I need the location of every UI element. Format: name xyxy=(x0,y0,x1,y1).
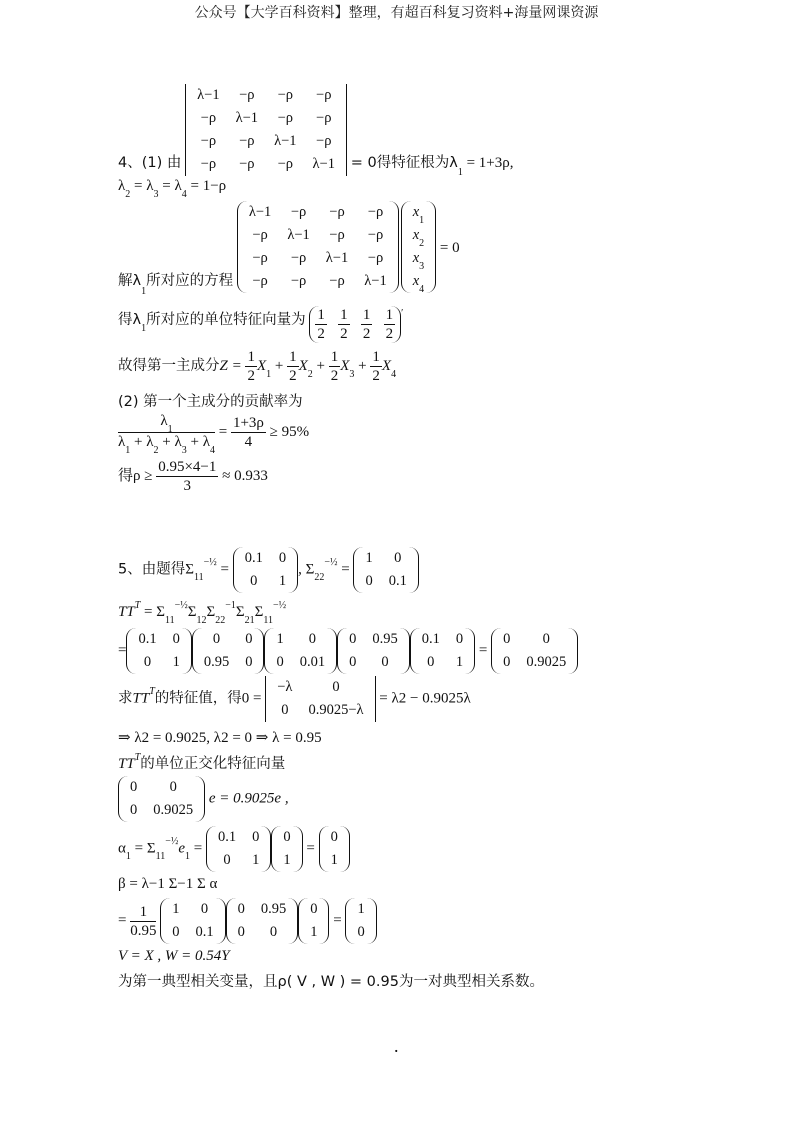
q5-ev-cell: 0 xyxy=(130,802,138,818)
q4-mat-cell: λ−1 xyxy=(364,273,387,289)
q5-prod-result-cell: 0 xyxy=(503,654,511,670)
q4-det-cell: −ρ xyxy=(316,110,332,126)
q5-m22-cell: 0 xyxy=(394,550,402,566)
q5-alpha-vec-cell: 0 xyxy=(283,829,291,845)
q5-m11-cell: 0 xyxy=(278,550,287,566)
q5-beta-m1-cell: 0 xyxy=(172,924,180,940)
q4-rho-bound: 得ρ ≥ $\frac{0.95\times 4-1}{3}$ ≈ 0.933 xyxy=(118,459,268,494)
q5-prod-cell: 0 xyxy=(308,631,317,647)
q4-det-cell: −ρ xyxy=(277,110,293,126)
q5-conclusion: 为第一典型相关变量，且ρ( V , W ) = 0.95为一对典型相关系数。 xyxy=(118,974,544,990)
q4-det-cell: −ρ xyxy=(200,156,217,172)
q5-prod-cell: 0 xyxy=(172,631,180,647)
q5-alpha-mat-cell: 0 xyxy=(223,852,231,868)
q5-beta-v-cell: 0 xyxy=(310,901,318,917)
q4-det-cell: −ρ xyxy=(316,133,332,149)
q5-tt-def: $TT^T = \Sigma_{11}^{-\frac{1}{2}}\Sigma_{12}\Sigma_{22}^{-1}\Sigma_{21}\Sigma_{11}^{-\frac{1}{2}}$ xyxy=(118,600,287,626)
q5-m22-cell: 0.1 xyxy=(388,573,407,589)
q5-beta-res-cell: 0 xyxy=(357,924,365,940)
q5-given: 5、由题得$\Sigma_{11}^{-\frac{1}{2}}$ = 0.1 0 0 1 , $\Sigma_{22}^{-\frac{1}{2}}$ = 1 0 0 0.1 xyxy=(118,547,419,593)
q5-prod-cell: 0.1 xyxy=(138,631,157,647)
q5-vw: V = X , W = 0.54Y xyxy=(118,948,230,964)
q5-m11-cell: 0 xyxy=(250,573,258,589)
q4-x-vector xyxy=(405,201,432,293)
q4-mat-cell: −ρ xyxy=(290,273,307,289)
q4-first-pc: 故得第一主成分Z = $\frac{1}{2}$ $X_1$ + $\frac{1}{2}$ $X_2$ + $\frac{1}{2}$ $X_3$ + $\frac{1}{2}$ $X_4$ xyxy=(118,349,397,384)
q4-vec-cell: $x_2$ xyxy=(412,227,425,249)
q5-ev-cell: 0.9025 xyxy=(153,802,194,818)
q5-alpha-vec-cell: 1 xyxy=(283,852,291,868)
q5-prod-cell: 0 xyxy=(381,654,389,670)
q4-solve-line: 解$\lambda_1$所对应的方程 λ−1 −ρ −ρ −ρ −ρ λ−1 −ρ −ρ −ρ −ρ λ−1 −ρ −ρ −ρ −ρ λ−1 $x_1$ $x_2$ $x_3$ $x_4$ = 0 xyxy=(118,201,460,293)
page-header: 公众号【大学百科资料】整理，有超百科复习资料+海量网课资源 xyxy=(194,5,599,21)
q5-eig-det-cell: 0 xyxy=(281,702,289,718)
q4-vec-cell: $x_3$ xyxy=(412,250,425,272)
q5-product: = 0.1 0 0 1 0 0 0.95 0 1 0 0 0.01 0 0.95 0 0 0.1 0 0 1 = 0 0 0 0.9025 xyxy=(118,628,578,674)
q4-mat-cell: −ρ xyxy=(367,204,384,220)
q5-beta-m2-cell: 0 xyxy=(237,924,245,940)
q4-prefix: 4、(1) 由 xyxy=(118,155,182,172)
q4-eigen-line: 4、(1) 由 λ−1 −ρ −ρ −ρ −ρ λ−1 −ρ −ρ −ρ −ρ λ−1 −ρ −ρ −ρ −ρ λ−1 = 0得特征根为$\lambda_1 = 1+3\rho$, xyxy=(118,84,513,176)
q5-alpha: $\alpha_1 = \Sigma_{11}^{-\frac{1}{2}}e_1$ = 0.1 0 0 1 0 1 = 0 1 xyxy=(118,826,350,872)
q5-prod-cell: 0 xyxy=(143,654,152,670)
q4-determinant xyxy=(185,84,347,176)
q5-beta-m1-cell: 0 xyxy=(200,901,209,917)
q5-prod-cell: 0.1 xyxy=(421,631,440,647)
q5-beta-m2-cell: 0.95 xyxy=(260,901,287,917)
q5-prod-cell: 0.95 xyxy=(372,631,398,647)
q4-mat-cell: −ρ xyxy=(290,204,307,220)
q4-det-cell: λ−1 xyxy=(197,87,220,103)
q5-alpha-mat-cell: 0.1 xyxy=(217,829,237,845)
q4-lambda-rest: $\lambda_2 = \lambda_3 = \lambda_4 = 1-\rho$ xyxy=(118,178,227,200)
q4-mat-cell: −ρ xyxy=(329,227,345,243)
q5-roots: ⇒ λ2 = 0.9025, λ2 = 0 ⇒ λ = 0.95 xyxy=(118,730,322,746)
q5-prod-cell: 0 xyxy=(427,654,435,670)
q5-beta-m1-cell: 0.1 xyxy=(195,924,214,940)
q4-contribution: $\frac{\lambda_1}{\lambda_1 + \lambda_2 + \lambda_3 + \lambda_4}$ = $\frac{1+3\rho}{4}$ ≥ 95% xyxy=(118,413,310,456)
q4-mat-cell: −ρ xyxy=(367,227,384,243)
q5-eigvec-eq: 0 0 0 0.9025 e = 0.9025e , xyxy=(118,776,289,822)
q4-det-cell: −ρ xyxy=(239,87,255,103)
q4-mat-cell: −ρ xyxy=(252,227,268,243)
q4-det-cell: −ρ xyxy=(277,156,293,172)
q5-m22-cell: 0 xyxy=(365,573,373,589)
q5-beta-m1-cell: 1 xyxy=(172,901,180,917)
q5-eig-det-cell: 0 xyxy=(332,679,340,695)
q4-det-cell: −ρ xyxy=(277,87,293,103)
q5-m11-cell: 1 xyxy=(278,573,287,589)
q5-prod-cell: 0 xyxy=(349,631,357,647)
q5-ev-cell: 0 xyxy=(169,779,177,795)
q5-prod-cell: 0.95 xyxy=(203,654,230,670)
q5-eig-det-cell: −λ xyxy=(277,679,293,695)
q5-beta-calc: = $\frac{1}{0.95}$ 1 0 0 0.1 0 0.95 0 0 0 1 = 1 0 xyxy=(118,898,377,944)
q4-matrix xyxy=(241,201,395,293)
q5-prod-result-cell: 0 xyxy=(542,631,550,647)
q5-prod-cell: 0 xyxy=(245,654,253,670)
q4-unit-vector-line: 得$\lambda_1$所对应的单位特征向量为 $\frac{1}{2}$ $\frac{1}{2}$ $\frac{1}{2}$ $\frac{1}{2}$ ′ xyxy=(118,307,404,342)
q5-prod-result-cell: 0.9025 xyxy=(526,654,567,670)
q4-det-cell: λ−1 xyxy=(312,156,335,172)
q5-prod-cell: 0 xyxy=(276,654,284,670)
q4-vec-cell: $x_4$ xyxy=(412,273,425,295)
q5-beta-v-cell: 1 xyxy=(310,924,318,940)
q5-alpha-mat-cell: 1 xyxy=(252,852,260,868)
q5-prod-cell: 1 xyxy=(172,654,180,670)
q4-after-det: = 0得特征根为λ xyxy=(350,155,458,172)
q4-mat-cell: −ρ xyxy=(329,204,345,220)
q5-alpha-res-cell: 0 xyxy=(330,829,338,845)
q4-det-cell: λ−1 xyxy=(235,110,259,126)
q5-beta: β = λ−1 Σ−1 Σ α xyxy=(118,876,218,892)
q5-beta-m2-cell: 0 xyxy=(237,901,245,917)
q5-beta-res-cell: 1 xyxy=(357,901,365,917)
q5-m11-cell: 0.1 xyxy=(244,550,263,566)
q4-mat-cell: λ−1 xyxy=(287,227,310,243)
q5-ev-cell: 0 xyxy=(130,779,138,795)
q4-lambda1: = 1+3ρ, xyxy=(462,155,514,172)
q5-alpha-res-cell: 1 xyxy=(330,852,338,868)
q5-m22-cell: 1 xyxy=(365,550,373,566)
q5-prod-cell: 0.01 xyxy=(299,654,326,670)
q5-prod-cell: 0 xyxy=(212,631,221,647)
q5-eig-det-cell: 0.9025−λ xyxy=(308,702,364,718)
q4-det-cell: −ρ xyxy=(200,110,217,126)
q5-prod-result-cell: 0 xyxy=(503,631,511,647)
q4-mat-cell: λ−1 xyxy=(248,204,272,220)
q5-beta-m2-cell: 0 xyxy=(269,924,278,940)
q4-det-cell: −ρ xyxy=(239,133,255,149)
q5-prod-cell: 1 xyxy=(455,654,464,670)
q5-prod-cell: 0 xyxy=(455,631,464,647)
q5-prod-cell: 0 xyxy=(349,654,357,670)
footer-dot: . xyxy=(394,1036,399,1056)
q4-mat-cell: −ρ xyxy=(290,250,307,266)
q5-prod-cell: 1 xyxy=(276,631,284,647)
q5-unit-label: $TT^T$的单位正交化特征向量 xyxy=(118,752,286,772)
q4-vec-cell: $x_1$ xyxy=(412,204,425,226)
q5-alpha-mat-cell: 0 xyxy=(252,829,260,845)
q4-mat-cell: −ρ xyxy=(329,273,345,289)
q4-det-cell: −ρ xyxy=(239,156,255,172)
q4-mat-cell: −ρ xyxy=(367,250,384,266)
q4-mat-cell: λ−1 xyxy=(325,250,349,266)
q4-part2: (2) 第一个主成分的贡献率为 xyxy=(118,394,303,410)
q4-det-cell: λ−1 xyxy=(274,133,297,149)
q4-det-cell: −ρ xyxy=(316,87,332,103)
q4-mat-cell: −ρ xyxy=(252,250,268,266)
q5-eigen: 求$TT^T$的特征值，得0 = −λ 0 0 0.9025−λ = λ2 − 0.9025λ xyxy=(118,676,471,722)
q5-prod-cell: 0 xyxy=(245,631,253,647)
q4-mat-cell: −ρ xyxy=(252,273,268,289)
q4-det-cell: −ρ xyxy=(200,133,217,149)
